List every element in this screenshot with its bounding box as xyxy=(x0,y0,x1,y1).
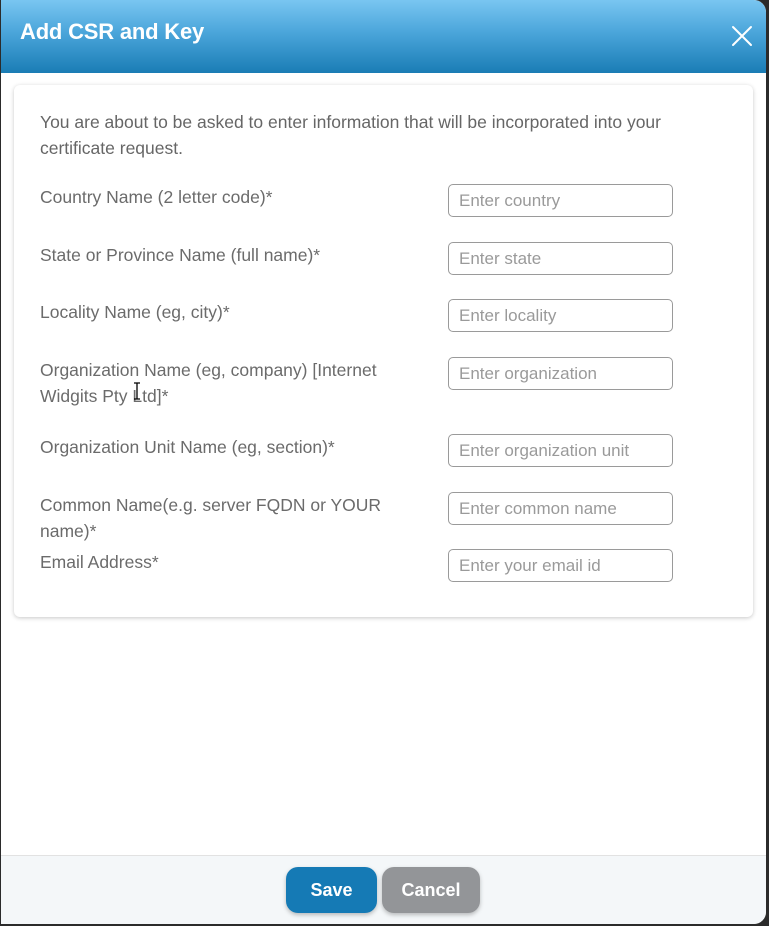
common-name-label: Common Name(e.g. server FQDN or YOUR name)* xyxy=(40,495,382,541)
organization-label: Organization Name (eg, company) [Internet Widgits Pty Ltd]* xyxy=(40,360,377,406)
state-label: State or Province Name (full name)* xyxy=(40,245,321,265)
cancel-button[interactable]: Cancel xyxy=(382,867,480,913)
state-input[interactable] xyxy=(448,242,673,275)
dialog-header xyxy=(1,0,766,73)
close-icon xyxy=(730,24,754,48)
organization-input[interactable] xyxy=(448,357,673,390)
common-name-input[interactable] xyxy=(448,492,673,525)
dialog-body xyxy=(1,73,766,855)
add-csr-dialog xyxy=(1,0,766,924)
dialog-footer xyxy=(1,855,766,924)
country-label: Country Name (2 letter code)* xyxy=(40,187,273,207)
save-button[interactable]: Save xyxy=(286,867,377,913)
locality-input[interactable] xyxy=(448,299,673,332)
email-label: Email Address* xyxy=(40,552,159,572)
email-input[interactable] xyxy=(448,549,673,582)
dialog-title: Add CSR and Key xyxy=(20,19,205,44)
locality-label: Locality Name (eg, city)* xyxy=(40,302,230,322)
organization-unit-input[interactable] xyxy=(448,434,673,467)
intro-text: You are about to be asked to enter information that will be incorporated into your certificate request. xyxy=(40,112,661,158)
country-input[interactable] xyxy=(448,184,673,217)
organization-unit-label: Organization Unit Name (eg, section)* xyxy=(40,437,335,457)
csr-form-card xyxy=(14,85,753,617)
close-button[interactable] xyxy=(730,24,754,48)
